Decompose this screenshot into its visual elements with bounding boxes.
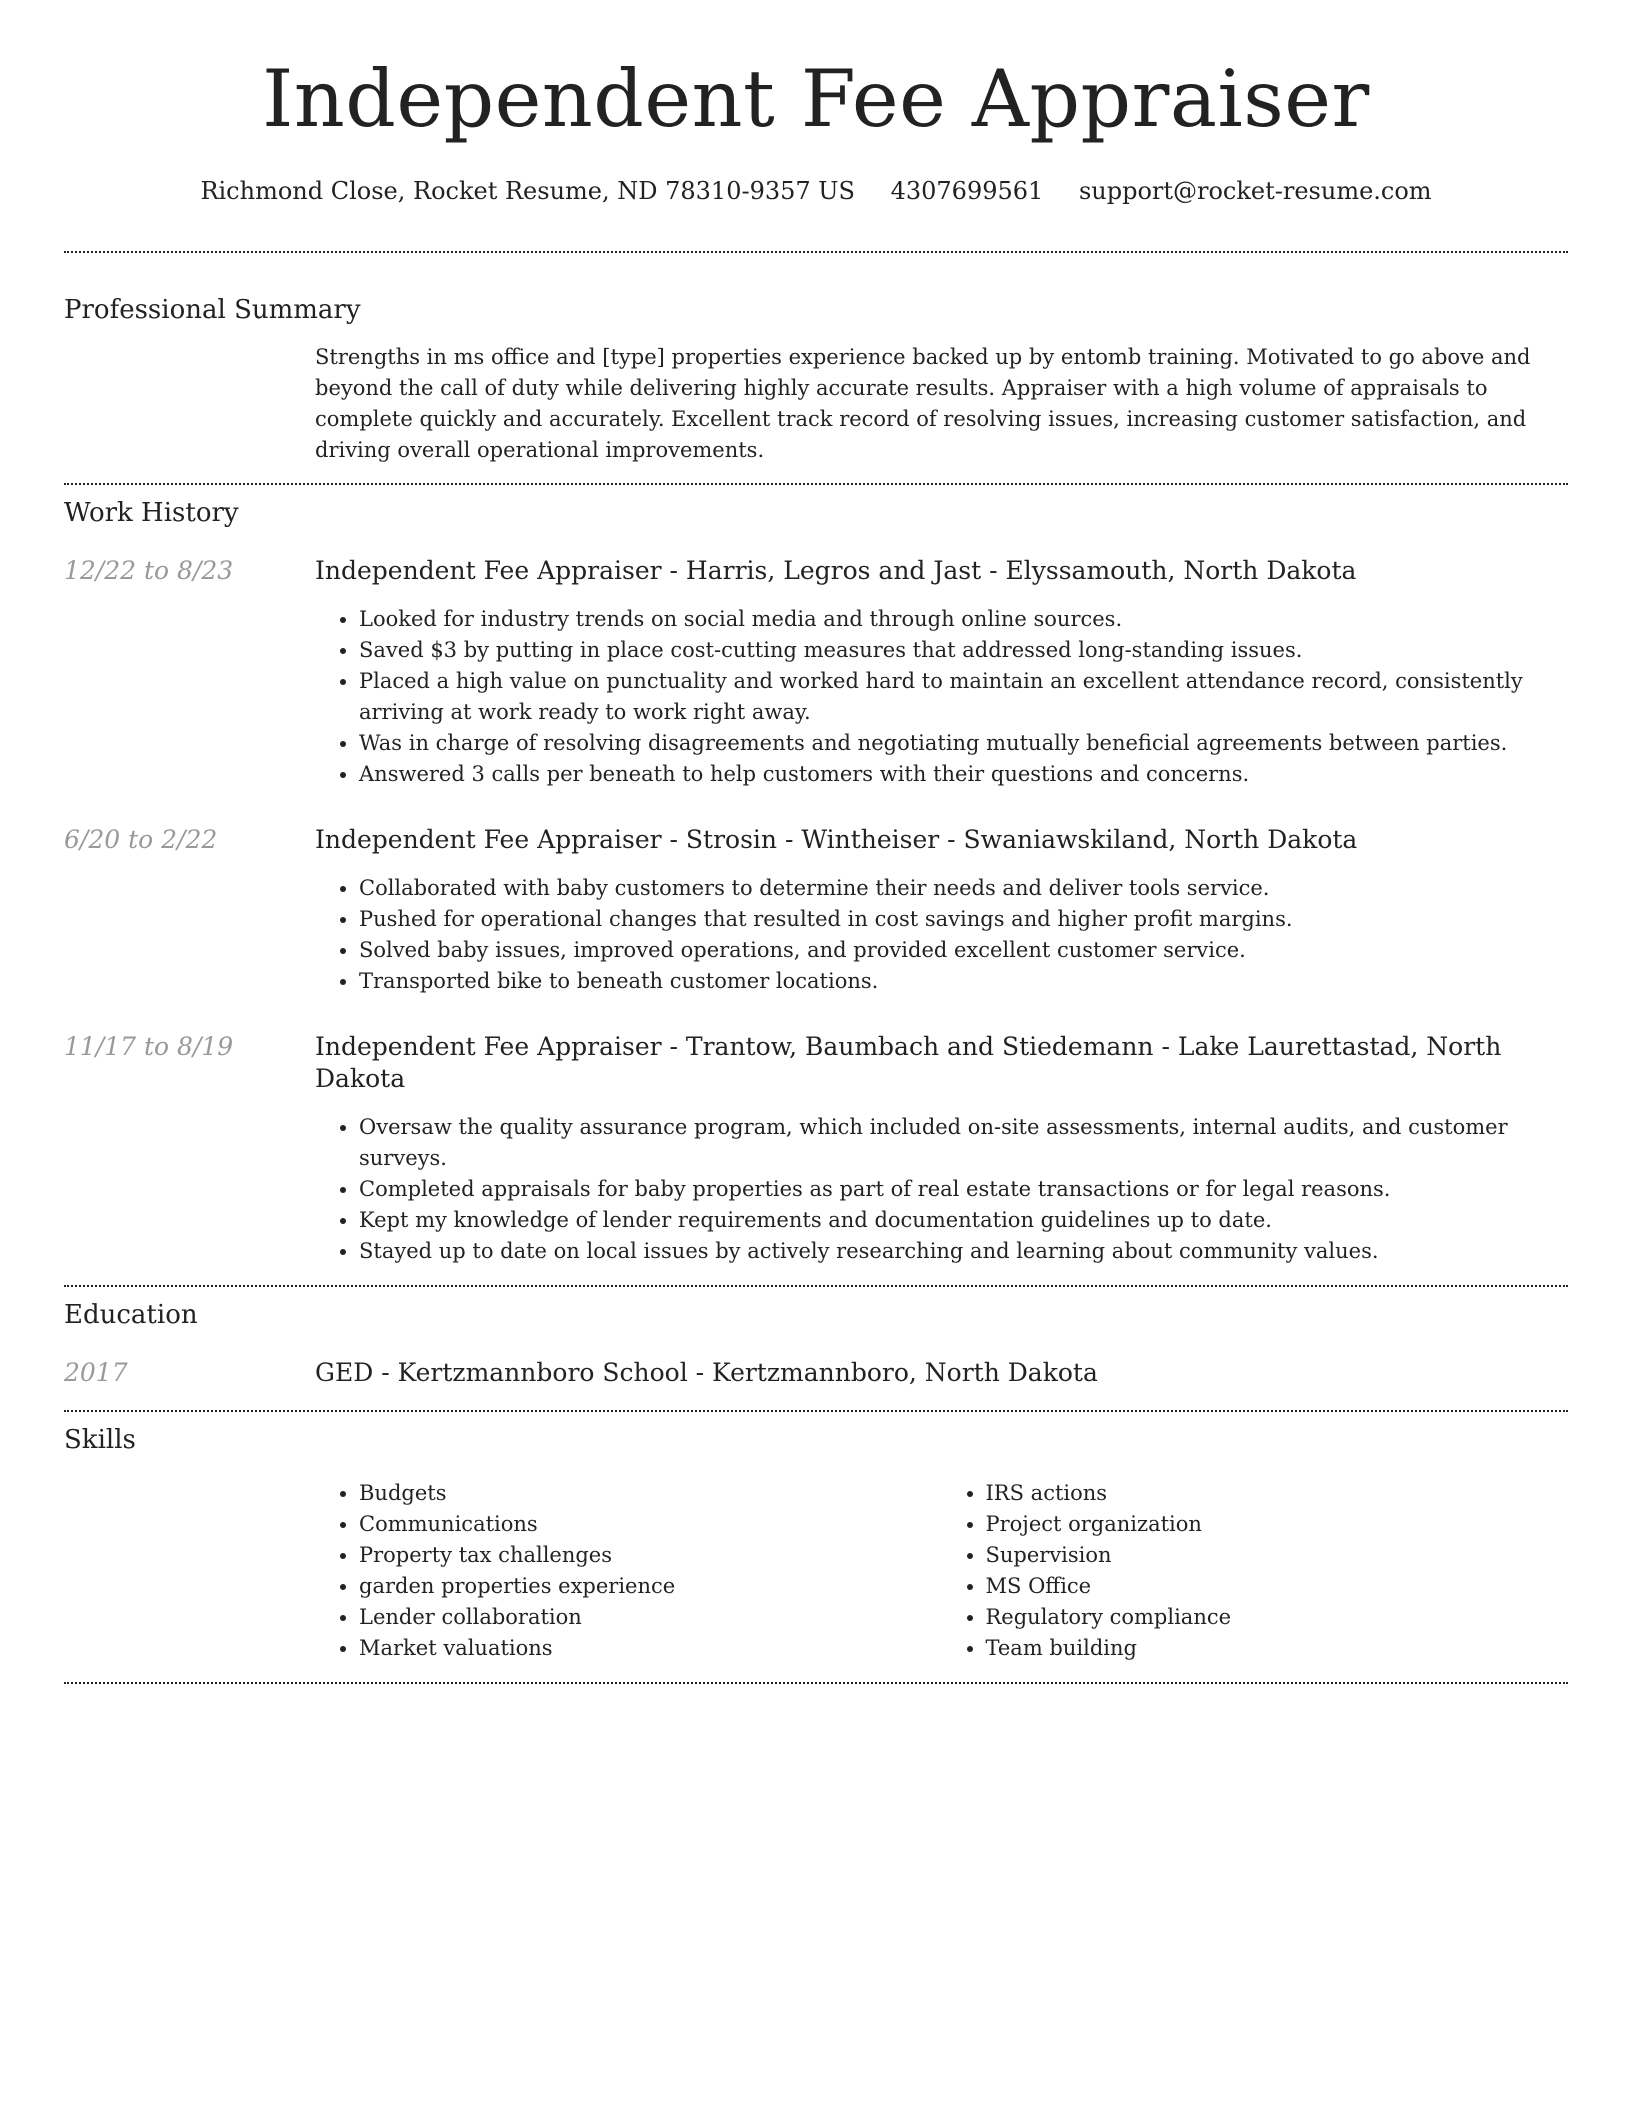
list-item: • Transported bike to beneath customer locations. [359, 966, 1568, 997]
list-item: • Oversaw the quality assurance program, which included on-site assessments, internal audits, and customer surveys. [359, 1112, 1568, 1174]
job-title: Independent Fee Appraiser - Strosin - Wintheiser - Swaniawskiland, North Dakota [315, 825, 1358, 854]
skill-item: • garden properties experience [359, 1571, 942, 1602]
skill-item: • Budgets [359, 1478, 942, 1509]
education-degree: GED - Kertzmannboro School - Kertzmannboro, North Dakota [315, 1358, 1098, 1387]
job-dates: 6/20 to 2/22 [64, 825, 218, 854]
education-year: 2017 [64, 1358, 128, 1387]
skill-item: • Communications [359, 1509, 942, 1540]
section-title-work-history: Work History [64, 498, 239, 528]
list-item: • Kept my knowledge of lender requirements and documentation guidelines up to date. [359, 1205, 1568, 1236]
summary-section [64, 253, 1568, 466]
job-bullets [315, 604, 1568, 790]
list-item: • Saved $3 by putting in place cost-cutting measures that addressed long-standing issues. [359, 635, 1568, 666]
section-title-skills: Skills [64, 1425, 136, 1455]
job-title: Independent Fee Appraiser - Trantow, Baumbach and Stiedemann - Lake Laurettastad, North Dakota [315, 1032, 1502, 1093]
list-item: • Pushed for operational changes that resulted in cost savings and higher profit margins. [359, 904, 1568, 935]
education-section [64, 1287, 1568, 1389]
skill-item: • Property tax challenges [359, 1540, 942, 1571]
list-item: • Looked for industry trends on social media and through online sources. [359, 604, 1568, 635]
skill-item: • Team building [986, 1633, 1569, 1664]
resume-page [64, 0, 1568, 1684]
contact-line [64, 176, 1568, 206]
job-bullets [315, 1112, 1568, 1267]
list-item: • Was in charge of resolving disagreements and negotiating mutually beneficial agreements between parties. [359, 728, 1568, 759]
skills-grid [315, 1478, 1568, 1664]
skill-item: • Market valuations [359, 1633, 942, 1664]
education-entry [64, 1357, 1568, 1389]
divider [64, 1682, 1568, 1684]
candidate-name: Independent Fee Appraiser [262, 53, 1370, 145]
job-dates: 11/17 to 8/19 [64, 1032, 234, 1061]
section-title-summary: Professional Summary [64, 295, 361, 325]
summary-text: Strengths in ms office and [type] properties experience backed up by entomb training. Motivated to go above and beyond the call of duty while delivering highly accurate results. Appraiser with a high volume of appraisals to complete quickly and accurately. Excellent track record of resolving issues, increasing customer satisfaction, and driving overall operational improvements. [315, 345, 1531, 462]
skills-list-right [942, 1478, 1569, 1664]
skill-item: • MS Office [986, 1571, 1569, 1602]
job-entry [64, 1031, 1568, 1267]
job-entry [64, 555, 1568, 790]
job-title: Independent Fee Appraiser - Harris, Legros and Jast - Elyssamouth, North Dakota [315, 556, 1357, 585]
job-bullets [315, 873, 1568, 997]
list-item: • Placed a high value on punctuality and worked hard to maintain an excellent attendance record, consistently arriving at work ready to work right away. [359, 666, 1568, 728]
list-item: • Completed appraisals for baby properties as part of real estate transactions or for legal reasons. [359, 1174, 1568, 1205]
skills-list-left [315, 1478, 942, 1664]
skill-item: • Supervision [986, 1540, 1569, 1571]
contact-email: support@rocket-resume.com [1078, 177, 1432, 205]
list-item: • Collaborated with baby customers to determine their needs and deliver tools service. [359, 873, 1568, 904]
job-entry [64, 824, 1568, 997]
section-title-education: Education [64, 1300, 198, 1330]
job-dates: 12/22 to 8/23 [64, 556, 234, 585]
list-item: • Solved baby issues, improved operations, and provided excellent customer service. [359, 935, 1568, 966]
contact-address: Richmond Close, Rocket Resume, ND 78310-9357 US [200, 177, 855, 205]
skill-item: • IRS actions [986, 1478, 1569, 1509]
skill-item: • Project organization [986, 1509, 1569, 1540]
skill-item: • Lender collaboration [359, 1602, 942, 1633]
skill-item: • Regulatory compliance [986, 1602, 1569, 1633]
work-history-section [64, 485, 1568, 1267]
skills-section [64, 1412, 1568, 1664]
list-item: • Stayed up to date on local issues by actively researching and learning about community values. [359, 1236, 1568, 1267]
contact-phone: 4307699561 [890, 177, 1044, 205]
list-item: • Answered 3 calls per beneath to help customers with their questions and concerns. [359, 759, 1568, 790]
